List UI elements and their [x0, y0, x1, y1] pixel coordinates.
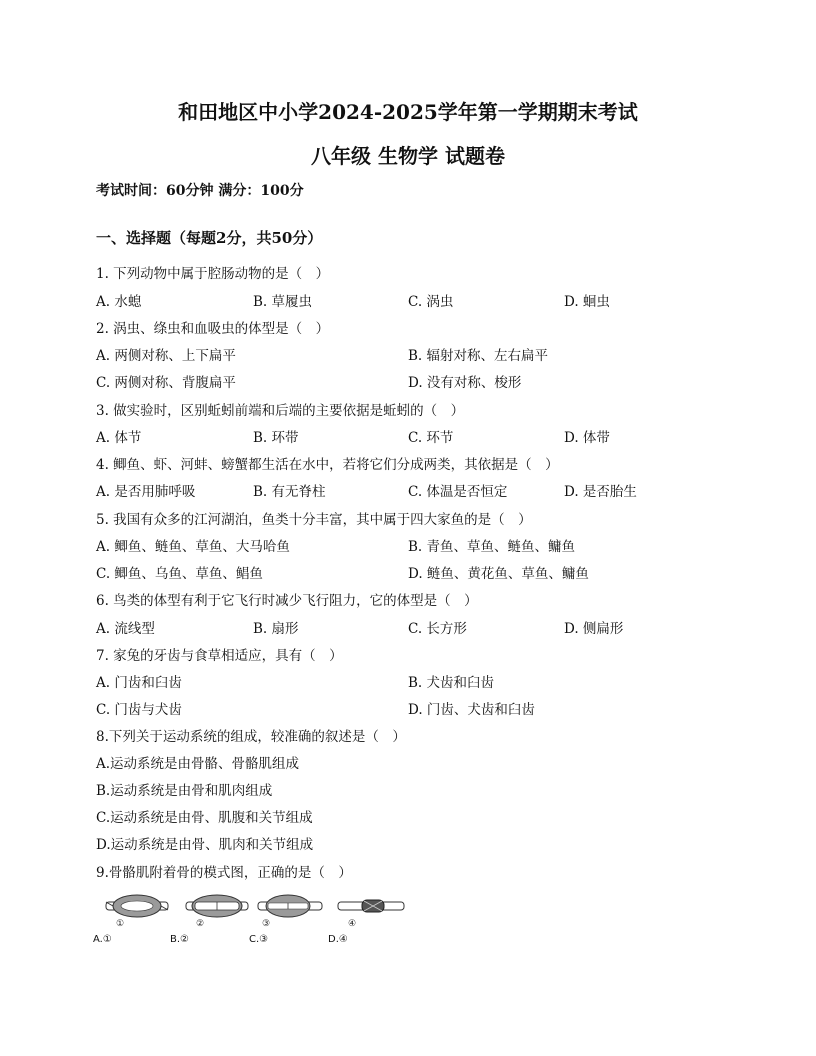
options-row	[96, 371, 736, 391]
diagram-option-1	[106, 895, 168, 929]
options-row	[96, 426, 736, 446]
option: D. 是否胎生	[564, 484, 637, 500]
options-row	[96, 344, 736, 364]
option: D. 侧扁形	[564, 621, 624, 637]
exam-subtitle: 八年级 生物学 试题卷	[311, 144, 505, 168]
option: C. 涡虫	[408, 294, 454, 310]
option: C.③	[249, 934, 269, 945]
diagram-option-4	[338, 900, 404, 929]
option: A.①	[93, 934, 112, 945]
option: D.④	[328, 934, 348, 945]
option: A. 水螅	[96, 294, 142, 310]
option: A.运动系统是由骨骼、骨骼肌组成	[96, 756, 300, 772]
option: C.运动系统是由骨、肌腹和关节组成	[96, 810, 313, 826]
diagram-number: ①	[116, 919, 125, 929]
question-stem: 3. 做实验时，区别蚯蚓前端和后端的主要依据是蚯蚓的（ ）	[96, 403, 465, 419]
option: A. 两侧对称、上下扁平	[96, 348, 236, 364]
option: C. 鲫鱼、乌鱼、草鱼、鲳鱼	[96, 566, 263, 582]
option: D. 门齿、犬齿和臼齿	[408, 702, 535, 718]
option: D. 蛔虫	[564, 294, 610, 310]
option: C. 环节	[408, 430, 454, 446]
option: B. 扇形	[253, 621, 299, 637]
options-row	[96, 698, 736, 718]
muscle-bone-diagram	[92, 880, 412, 960]
diagram-option-2	[186, 895, 248, 929]
question-stem: 6. 鸟类的体型有利于它飞行时减少飞行阻力，它的体型是（ ）	[96, 593, 478, 609]
option: B. 草履虫	[253, 294, 313, 310]
exam-meta: 考试时间：60分钟 满分：100分	[96, 183, 304, 199]
option: B. 青鱼、草鱼、鲢鱼、鳙鱼	[408, 539, 576, 555]
option: D. 鲢鱼、黄花鱼、草鱼、鳙鱼	[408, 566, 589, 582]
option: D. 体带	[564, 430, 610, 446]
option: D.运动系统是由骨、肌肉和关节组成	[96, 837, 314, 853]
option: A. 体节	[96, 430, 142, 446]
options-row	[96, 535, 736, 555]
option: C. 门齿与犬齿	[96, 702, 182, 718]
option: C. 两侧对称、背腹扁平	[96, 375, 236, 391]
option: A. 是否用肺呼吸	[96, 484, 196, 500]
diagram-number: ③	[262, 919, 271, 929]
question-stem: 2. 涡虫、绦虫和血吸虫的体型是（ ）	[96, 321, 330, 337]
question-stem: 8.下列关于运动系统的组成，较准确的叙述是（ ）	[96, 729, 406, 745]
question-stem: 5. 我国有众多的江河湖泊，鱼类十分丰富，其中属于四大家鱼的是（ ）	[96, 512, 532, 528]
diagram-option-3	[258, 895, 322, 929]
question-stem: 4. 鲫鱼、虾、河蚌、螃蟹都生活在水中，若将它们分成两类，其依据是（ ）	[96, 457, 559, 473]
option: B.②	[170, 934, 190, 945]
options-row	[96, 562, 736, 582]
exam-title: 和田地区中小学2024-2025学年第一学期期末考试	[178, 100, 638, 124]
option: D. 没有对称、梭形	[408, 375, 522, 391]
option: B.运动系统是由骨和肌肉组成	[96, 783, 273, 799]
options-row	[96, 290, 736, 310]
options-row	[96, 480, 736, 500]
option: A. 门齿和臼齿	[96, 675, 182, 691]
question-stem: 1. 下列动物中属于腔肠动物的是（ ）	[96, 266, 330, 282]
option: A. 鲫鱼、鲢鱼、草鱼、大马哈鱼	[96, 539, 290, 555]
option: B. 环带	[253, 430, 299, 446]
option: B. 有无脊柱	[253, 484, 326, 500]
question-stem: 7. 家兔的牙齿与食草相适应，具有（ ）	[96, 648, 343, 664]
diagram-number: ②	[196, 919, 205, 929]
option: C. 长方形	[408, 621, 467, 637]
option: B. 辐射对称、左右扁平	[408, 348, 549, 364]
diagram-number: ④	[348, 919, 357, 929]
option: B. 犬齿和臼齿	[408, 675, 495, 691]
option: A. 流线型	[96, 621, 155, 637]
question-stem: 9.骨骼肌附着骨的模式图，正确的是（ ）	[96, 865, 352, 881]
options-row	[96, 671, 736, 691]
option: C. 体温是否恒定	[408, 484, 508, 500]
options-row	[96, 617, 736, 637]
section-heading: 一、选择题（每题2分，共50分）	[96, 229, 323, 247]
